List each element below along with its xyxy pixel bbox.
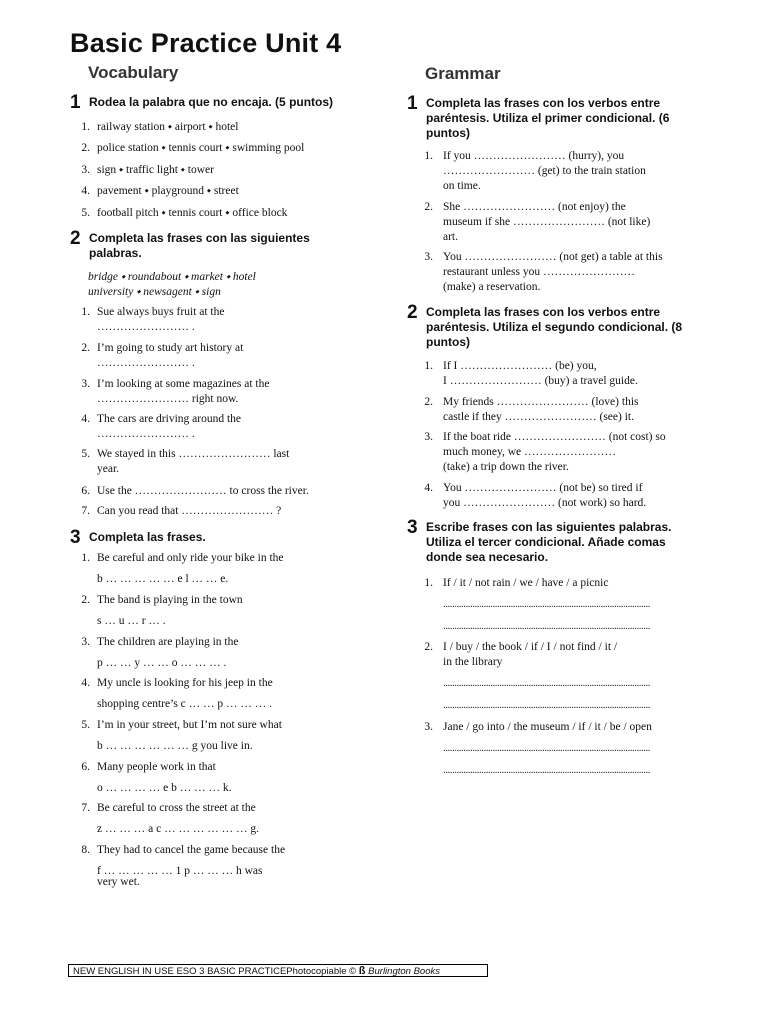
- footer-publisher: Burlington Books: [368, 966, 440, 977]
- publisher-logo-icon: ß: [358, 965, 366, 977]
- word-bank: bridge ⬩ roundabout ⬩ market ⬩ hotel university ⬩ newsagent ⬩ sign: [88, 271, 256, 298]
- exercise-number: 1: [407, 93, 418, 114]
- exercise-instruction: Completa las frases con los verbos entre paréntesis. Utiliza el primer condicional. (6 puntos): [426, 96, 670, 140]
- footer-copy: Photocopiable ©: [286, 966, 357, 977]
- footer-section: BASIC PRACTICE: [207, 966, 287, 977]
- vocab-exercise-1: [70, 92, 370, 113]
- exercise-instruction: Escribe frases con las siguientes palabras. Utiliza el tercer condicional. Añade comas donde sea necesario.: [426, 520, 672, 564]
- footer-series: NEW ENGLISH IN USE ESO 3: [73, 966, 205, 977]
- exercise-number: 2: [70, 228, 81, 249]
- exercise-instruction: Rodea la palabra que no encaja. (5 puntos): [89, 95, 334, 109]
- answer-line[interactable]: ............................................................................................: [443, 699, 650, 711]
- exercise-instruction: Completa las frases.: [89, 530, 206, 544]
- grammar-heading: Grammar: [425, 64, 501, 83]
- exercise-number: 3: [407, 517, 418, 538]
- exercise-instruction: Completa las frases con los verbos entre paréntesis. Utiliza el segundo condicional. (8 puntos): [426, 305, 683, 349]
- answer-line[interactable]: ............................................................................................: [443, 677, 650, 689]
- answer-line[interactable]: ............................................................................................: [443, 620, 650, 632]
- vocabulary-heading: Vocabulary: [88, 63, 179, 82]
- grammar-exercise-1: [407, 93, 697, 141]
- grammar-exercise-2: [407, 302, 697, 350]
- vocab-exercise-2: [70, 228, 350, 261]
- answer-line[interactable]: ............................................................................................: [443, 598, 650, 610]
- answer-line[interactable]: ............................................................................................: [443, 764, 650, 776]
- exercise-number: 1: [70, 92, 81, 113]
- exercise-number: 3: [70, 527, 81, 548]
- exercise-instruction: Completa las frases con las siguientes palabras.: [89, 231, 310, 260]
- footer: [68, 964, 488, 977]
- grammar-exercise-3: [407, 517, 697, 565]
- vocab-exercise-3: [70, 527, 350, 548]
- answer-line[interactable]: ............................................................................................: [443, 742, 650, 754]
- exercise-number: 2: [407, 302, 418, 323]
- page-title: Basic Practice Unit 4: [70, 28, 342, 58]
